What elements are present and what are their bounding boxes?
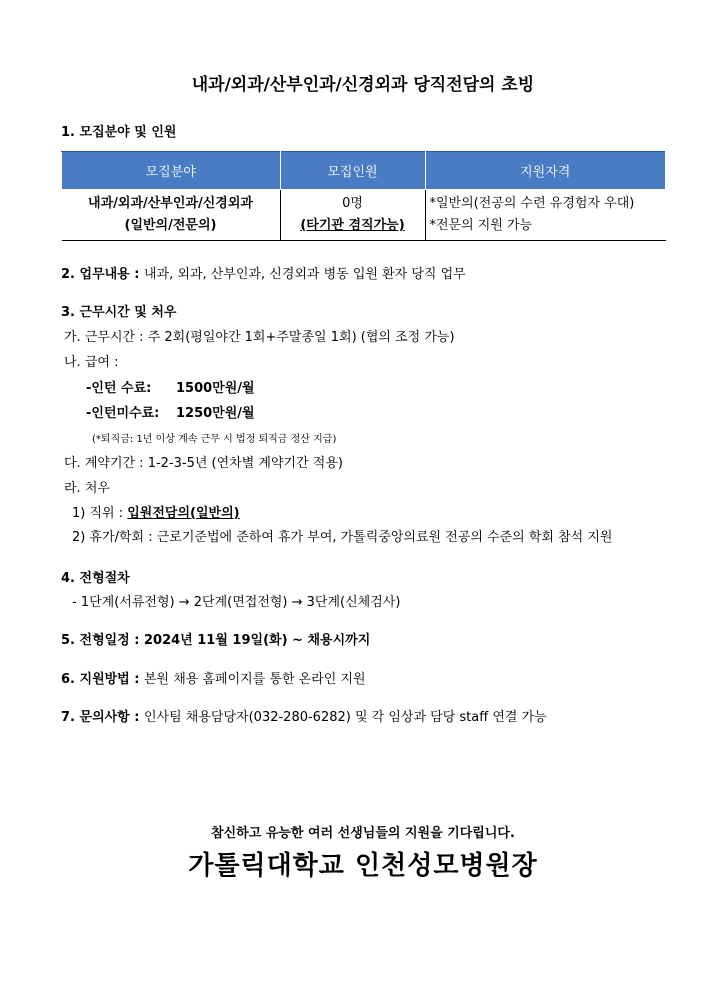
- count-value: 0명: [342, 196, 363, 211]
- table-row: [62, 190, 666, 241]
- table-header-row: [62, 152, 666, 190]
- contract-period: 다. 계약기간 : 1-2-3-5년 (연차별 계약기간 적용): [64, 456, 343, 471]
- salary-intern-completed: [86, 377, 255, 396]
- position-item: [72, 502, 240, 521]
- header-count: 모집인원: [280, 152, 425, 190]
- cell-field: [62, 190, 281, 241]
- position-prefix: 1) 직위 :: [72, 506, 128, 521]
- position-value: 입원전담의(일반의): [127, 506, 240, 521]
- section-7: [61, 706, 547, 725]
- salary-intern-not-completed: [86, 402, 255, 421]
- section-2-text: 내과, 외과, 산부인과, 신경외과 병동 입원 환자 당직 업무: [144, 267, 466, 282]
- page-title: 내과/외과/산부인과/신경외과 당직전담의 초빙: [191, 75, 535, 95]
- intern-not-completed-label: -인턴미수료:: [86, 406, 160, 421]
- recruitment-table: [61, 151, 666, 241]
- count-note: (타기관 겸직가능): [300, 218, 405, 233]
- cell-qualification: [425, 190, 666, 241]
- intern-completed-label: -인턴 수료:: [86, 381, 152, 396]
- section-6: [61, 668, 366, 687]
- header-qualification: 지원자격: [425, 152, 666, 190]
- section-7-heading: 7. 문의사항 :: [61, 710, 144, 725]
- section-4-heading: 4. 전형절차: [61, 571, 130, 586]
- section-5-schedule: 5. 전형일정 : 2024년 11월 19일(화) ~ 채용시까지: [61, 633, 371, 648]
- hospital-signature: 가톨릭대학교 인천성모병원장: [188, 851, 538, 881]
- benefits-label: 라. 처우: [64, 481, 110, 496]
- qualification-line2: *전문의 지원 가능: [429, 218, 533, 233]
- section-2: [61, 263, 466, 282]
- intern-completed-amount: 1500만원/월: [176, 381, 255, 396]
- closing-message: 참신하고 유능한 여러 선생님들의 지원을 기다립니다.: [211, 826, 515, 841]
- qualification-line1: *일반의(전공의 수련 유경험자 우대): [429, 196, 635, 211]
- salary-label: 나. 급여 :: [64, 355, 119, 370]
- section-2-heading: 2. 업무내용 :: [61, 267, 144, 282]
- section-7-text: 인사팀 채용담당자(032-280-6282) 및 각 임상과 담당 staff 연결 가능: [144, 710, 547, 725]
- header-field: 모집분야: [62, 152, 281, 190]
- work-hours: 가. 근무시간 : 주 2회(평일야간 1회+주말종일 1회) (협의 조정 가능): [64, 330, 455, 345]
- leave-conference-item: 2) 휴가/학회 : 근로기준법에 준하여 휴가 부여, 가톨릭중앙의료원 전공의 수준의 학회 참석 지원: [72, 530, 613, 545]
- cell-count: [280, 190, 425, 241]
- section-3-heading: 3. 근무시간 및 처우: [61, 305, 177, 320]
- selection-process: - 1단계(서류전형) → 2단계(면접전형) → 3단계(신체검사): [72, 595, 401, 610]
- section-1-heading: 1. 모집분야 및 인원: [61, 125, 177, 140]
- field-line1: 내과/외과/산부인과/신경외과: [88, 196, 253, 211]
- intern-not-completed-amount: 1250만원/월: [176, 406, 255, 421]
- severance-note: (*퇴직금: 1년 이상 계속 근무 시 법정 퇴직금 정산 지급): [92, 434, 337, 445]
- section-6-heading: 6. 지원방법 :: [61, 672, 144, 687]
- section-6-text: 본원 채용 홈페이지를 통한 온라인 지원: [144, 672, 366, 687]
- field-line2: (일반의/전문의): [124, 218, 217, 233]
